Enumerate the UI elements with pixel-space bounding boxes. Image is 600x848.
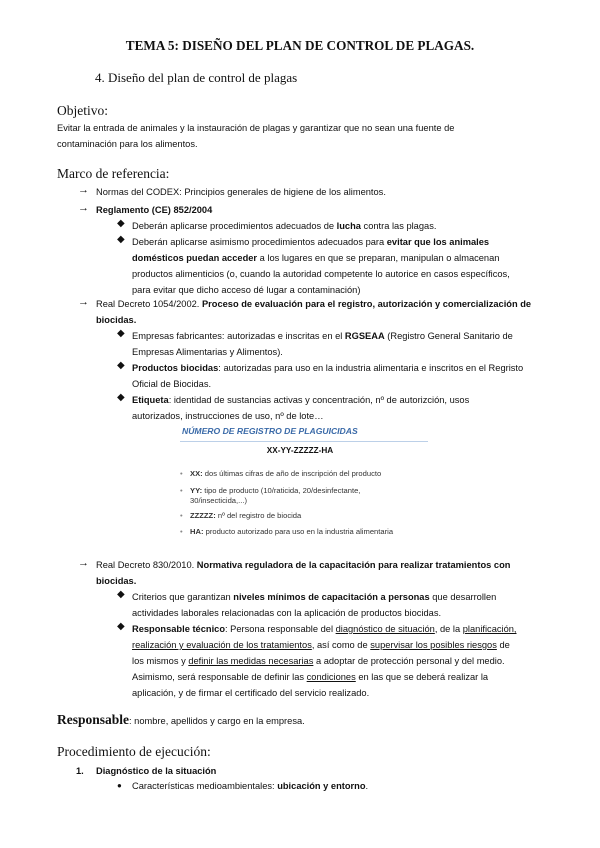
arrow-icon: →: [78, 202, 89, 214]
arrow-icon: →: [78, 557, 89, 569]
section-subtitle: 4. Diseño del plan de control de plagas: [95, 70, 298, 85]
marco-item-rd1054-line1: Real Decreto 1054/2002. Proceso de evaluación para el registro, autorización y comercialización de: [96, 299, 532, 309]
figure-bullet-yy: • YY: tipo de producto (10/raticida, 20/desinfectante,: [180, 486, 361, 495]
objetivo-heading: Objetivo:: [57, 103, 108, 118]
rd830-point-2-line3: los mismos y definir las medidas necesarias a adoptar de protección personal y del medio.: [132, 656, 505, 666]
diamond-bullet-icon: ◆: [117, 360, 125, 371]
reglamento-point-1: Deberán aplicarse procedimientos adecuados de lucha contra las plagas.: [132, 221, 437, 231]
diamond-bullet-icon: ◆: [117, 621, 125, 632]
figure-bullet-yy-line2: 30/insecticida,...): [190, 496, 247, 505]
step-1-bullet-1: Características medioambientales: ubicación y entorno.: [132, 781, 369, 791]
rd1054-point-1-line2: Empresas Alimentarias y Alimentos).: [132, 347, 283, 357]
diamond-bullet-icon: ◆: [117, 589, 125, 600]
rd1054-point-3-line1: Etiqueta: identidad de sustancias activas y concentración, nº de autorizción, usos: [132, 395, 470, 405]
marco-item-rd830-line2: biocidas.: [96, 576, 137, 586]
rd1054-point-1-line1: Empresas fabricantes: autorizadas e inscritas en el RGSEAA (Registro General Sanitario de: [132, 331, 513, 341]
figure-heading: NÚMERO DE REGISTRO DE PLAGUICIDAS: [182, 426, 358, 436]
diamond-bullet-icon: ◆: [117, 218, 125, 229]
rd830-point-1-line2: actividades laborales relacionadas con la aplicación de productos biocidas.: [132, 608, 442, 618]
diamond-bullet-icon: ◆: [117, 328, 125, 339]
reglamento-point-2-line2: domésticos puedan acceder a los lugares en que se preparan, manipulan o almacenan: [132, 253, 500, 263]
procedimiento-heading: Procedimiento de ejecución:: [57, 744, 211, 759]
rd1054-point-3-line2: autorizados, instrucciones de uso, nº de lote…: [132, 411, 324, 421]
reglamento-point-2-line1: Deberán aplicarse asimismo procedimientos adecuados para evitar que los animales: [132, 237, 490, 247]
rd830-point-2-line1: Responsable técnico: Persona responsable del diagnóstico de situación, de la planificación,: [132, 624, 517, 634]
rd1054-point-2-line2: Oficial de Biocidas.: [132, 379, 212, 389]
bullet-icon: ●: [117, 781, 122, 790]
marco-item-reglamento: Reglamento (CE) 852/2004: [96, 205, 213, 215]
figure-bullet-xx: • XX: dos últimas cifras de año de inscripción del producto: [180, 469, 382, 478]
reglamento-point-2-line4: para evitar que dicho acceso dé lugar a contaminación): [132, 285, 361, 295]
marco-item-rd830-line1: Real Decreto 830/2010. Normativa reguladora de la capacitación para realizar tratamientos con: [96, 560, 511, 570]
step-number-1: 1.: [76, 766, 84, 776]
bullet-icon: •: [180, 511, 183, 520]
bullet-icon: •: [180, 486, 183, 495]
rd830-point-2-line4: Asimismo, será responsable de definir las condiciones en las que se deberá realizar la: [132, 672, 489, 682]
diamond-bullet-icon: ◆: [117, 234, 125, 245]
responsable-line: [57, 712, 305, 728]
bullet-icon: •: [180, 527, 183, 536]
marco-item-codex: Normas del CODEX: Principios generales de higiene de los alimentos.: [96, 187, 386, 197]
rd830-point-1-line1: Criterios que garantizan niveles mínimos de capacitación a personas que desarrollen: [132, 592, 497, 602]
arrow-icon: →: [78, 184, 89, 196]
objetivo-text-line2: contaminación para los alimentos.: [57, 139, 198, 149]
figure-bullet-ha: • HA: producto autorizado para uso en la industria alimentaria: [180, 527, 394, 536]
rd1054-point-2-line1: Productos biocidas: autorizadas para uso en la industria alimentaria e inscritos en el Regristo: [132, 363, 524, 373]
bullet-icon: •: [180, 469, 183, 478]
figure-divider: [180, 441, 428, 442]
marco-heading: Marco de referencia:: [57, 166, 170, 181]
responsable-heading: Responsable: [57, 712, 130, 727]
reglamento-point-2-line3: productos alimenticios (o, cuando la autoridad competente lo autorice en casos específicos,: [132, 269, 510, 279]
rd830-point-2-line5: aplicación, y de firmar el certificado del servicio realizado.: [132, 688, 370, 698]
figure-bullet-zzzzz: • ZZZZZ: nº del registro de biocida: [180, 511, 302, 520]
responsable-text: : nombre, apellidos y cargo en la empresa.: [129, 716, 305, 726]
rd830-point-2-line2: realización y evaluación de los tratamientos, así como de supervisar los posibles riesgos de: [132, 640, 510, 650]
registro-plaguicidas-figure: [172, 416, 428, 546]
marco-item-rd1054-line2: biocidas.: [96, 315, 137, 325]
arrow-icon: →: [78, 296, 89, 308]
page-title: TEMA 5: DISEÑO DEL PLAN DE CONTROL DE PLAGAS.: [125, 38, 475, 53]
objetivo-text-line1: Evitar la entrada de animales y la instauración de plagas y garantizar que no sean una fuente de: [57, 123, 455, 133]
diamond-bullet-icon: ◆: [117, 392, 125, 403]
step-1-title: Diagnóstico de la situación: [96, 766, 217, 776]
figure-code: XX-YY-ZZZZZ-HA: [266, 446, 334, 455]
